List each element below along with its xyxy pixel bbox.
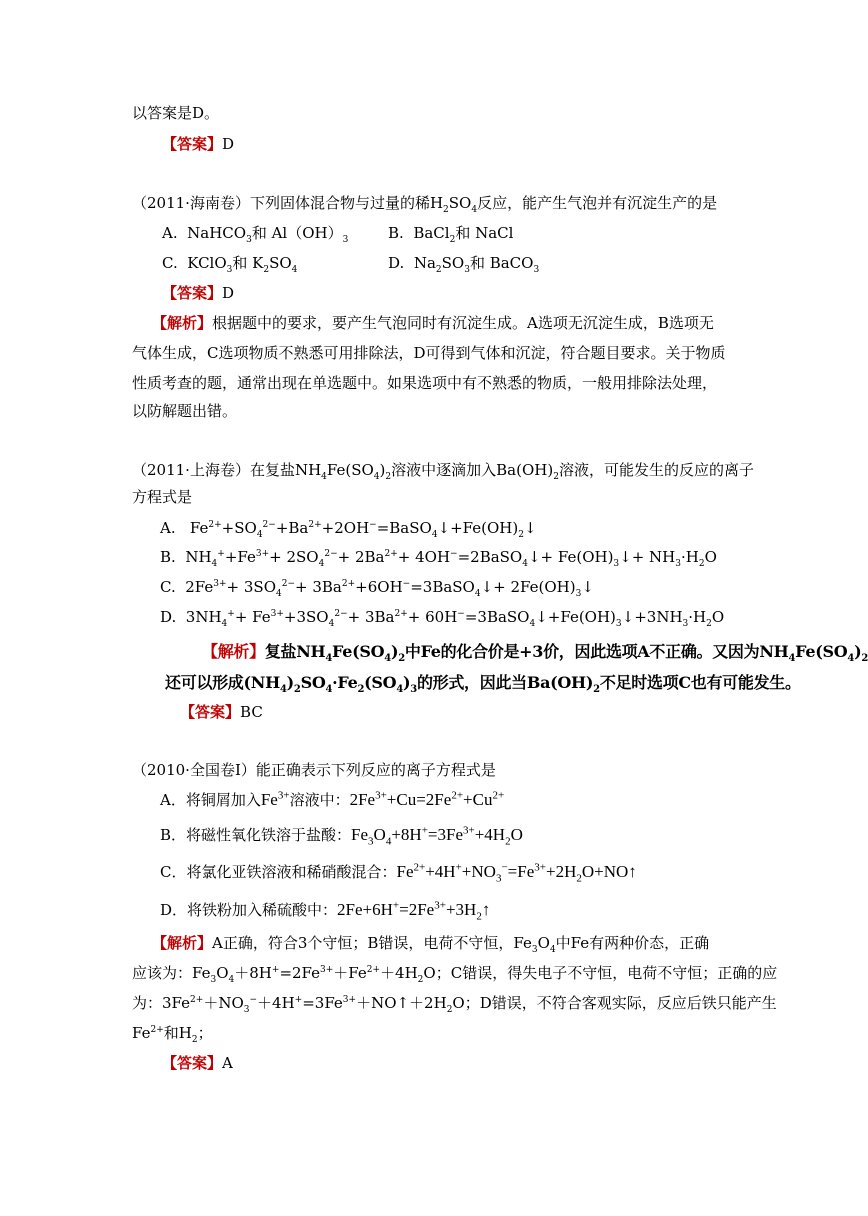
q1-analysis-line-3: 性质考查的题，通常出现在单选题中。如果选项中有不熟悉的物质，一般用排除法处理， (132, 374, 718, 392)
q1-analysis-line-1: 【解析】根据题中的要求，要产生气泡同时有沉淀生成。A选项无沉淀生成，B选项无 (152, 314, 714, 332)
q1-analysis-line-4: 以防解题出错。 (132, 402, 238, 420)
q1-stem: （2011·海南卷）下列固体混合物与过量的稀$H_2SO_4$反应，能产生气泡并有沉淀生产的是 (132, 194, 718, 215)
q2-answer: 【答案】BC (180, 703, 263, 721)
q3-option-c: C．将氯化亚铁溶液和稀硝酸混合：$Fe^{2+}+4H^++NO_3^-=Fe^{3+}+2H_2O+NO↑$ (160, 861, 637, 885)
answer-value: D (222, 135, 235, 153)
q2-option-a: A. $Fe^{2+}+SO_4^{2-}+Ba^{2+}+2OH^-=BaSO_4↓+Fe(OH)_2↓$ (160, 519, 537, 540)
q3-analysis-line-2: 应该为：$Fe_3O_4+8H^+=2Fe^{3+}+Fe^{2+}+4H_2O$；C错误，得失电子不守恒，电荷不守恒；正确的应 (132, 964, 778, 985)
q1-option-a: A. NaHCO$_3$和 $Al(OH)_3$ (162, 224, 349, 245)
q1-option-b: B. BaCl$_2$和 NaCl (388, 224, 514, 245)
q2-analysis-line-1: 【解析】复盐$NH_4Fe(SO_4)_2$中Fe的化合价是+3价，因此选项A不正确。又因为$NH_4Fe(SO_4)_2$ (202, 642, 868, 665)
q3-analysis-line-4: $Fe^{2+}$和$H_2$； (132, 1024, 213, 1045)
q2-stem-line-1: （2011·上海卷）在复盐$NH_4Fe(SO_4)_2$溶液中逐滴加入$Ba(OH)_2$溶液，可能发生的反应的离子 (132, 461, 754, 482)
q2-option-d: D. $3NH_4^++ Fe^{3+}+3SO_4^{2-}+ 3Ba^{2+}+$ $60H^-=3BaSO_4↓+Fe(OH)_3↓+3NH_3\cdot H_2O$ (160, 608, 725, 629)
q3-option-b: B．将磁性氧化铁溶于盐酸：$Fe_3O_4+8H^+=3Fe^{3+}+4H_2O$ (160, 824, 523, 848)
q3-analysis-line-3: 为：$3Fe^{2+}+NO_3^-+4H^+=3Fe^{3+}+NO↑+2H_2O$；D错误，不符合客观实际，反应后铁只能产生 (132, 994, 777, 1015)
intro-end-line: 以答案是D。 (132, 104, 220, 122)
q1-prev-answer-line (162, 134, 234, 154)
q1-analysis-line-2: 气体生成，C选项物质不熟悉可用排除法，D可得到气体和沉淀，符合题目要求。关于物质 (132, 344, 726, 362)
q1-option-c: C. KClO$_3$和 $K_2SO_4$ (162, 254, 298, 275)
q1-answer: 【答案】D (162, 284, 235, 302)
q2-option-c: C. $2Fe^{3+}+ 3SO_4^{2-}+$ $3Ba^{2+}+6OH^-=3BaSO_4↓+$ $2Fe(OH)_3↓$ (160, 578, 594, 599)
q3-answer: 【答案】A (162, 1054, 233, 1072)
q2-analysis-line-2: 还可以形成$(NH_4)_2SO_4\cdot Fe_2(SO_4)_3$的形式，因此当$Ba(OH)_2$不足时选项C也有可能发生。 (165, 673, 801, 696)
q3-stem: （2010·全国卷Ⅰ）能正确表示下列反应的离子方程式是 (132, 761, 496, 779)
answer-tag: 【答案】 (162, 135, 223, 153)
q3-analysis-line-1: 【解析】A正确，符合3个守恒；B错误，电荷不守恒，$Fe_3O_4$中Fe有两种价态，正确 (152, 934, 710, 955)
q3-option-d: D．将铁粉加入稀硫酸中：$2Fe+6H^+=2Fe^{3+}+3H_2↑$ (160, 899, 491, 923)
q3-option-a: A．将铜屑加入$Fe^{3+}$溶液中：$2Fe^{3+}+Cu=2Fe^{2+}+Cu^{2+}$ (160, 789, 505, 809)
q2-stem-line-2: 方程式是 (132, 488, 193, 506)
q1-option-d: D. $Na_2SO_3$和 BaCO$_3$ (388, 254, 540, 275)
q2-option-b: B. $NH_4^++Fe^{3+}+ 2SO_4^{2-}+ 2Ba^{2+}+$ 4OH−=2BaSO$_4$↓+ $Fe(OH)_3↓+ NH_3\cdot H_2O$ (160, 548, 717, 569)
